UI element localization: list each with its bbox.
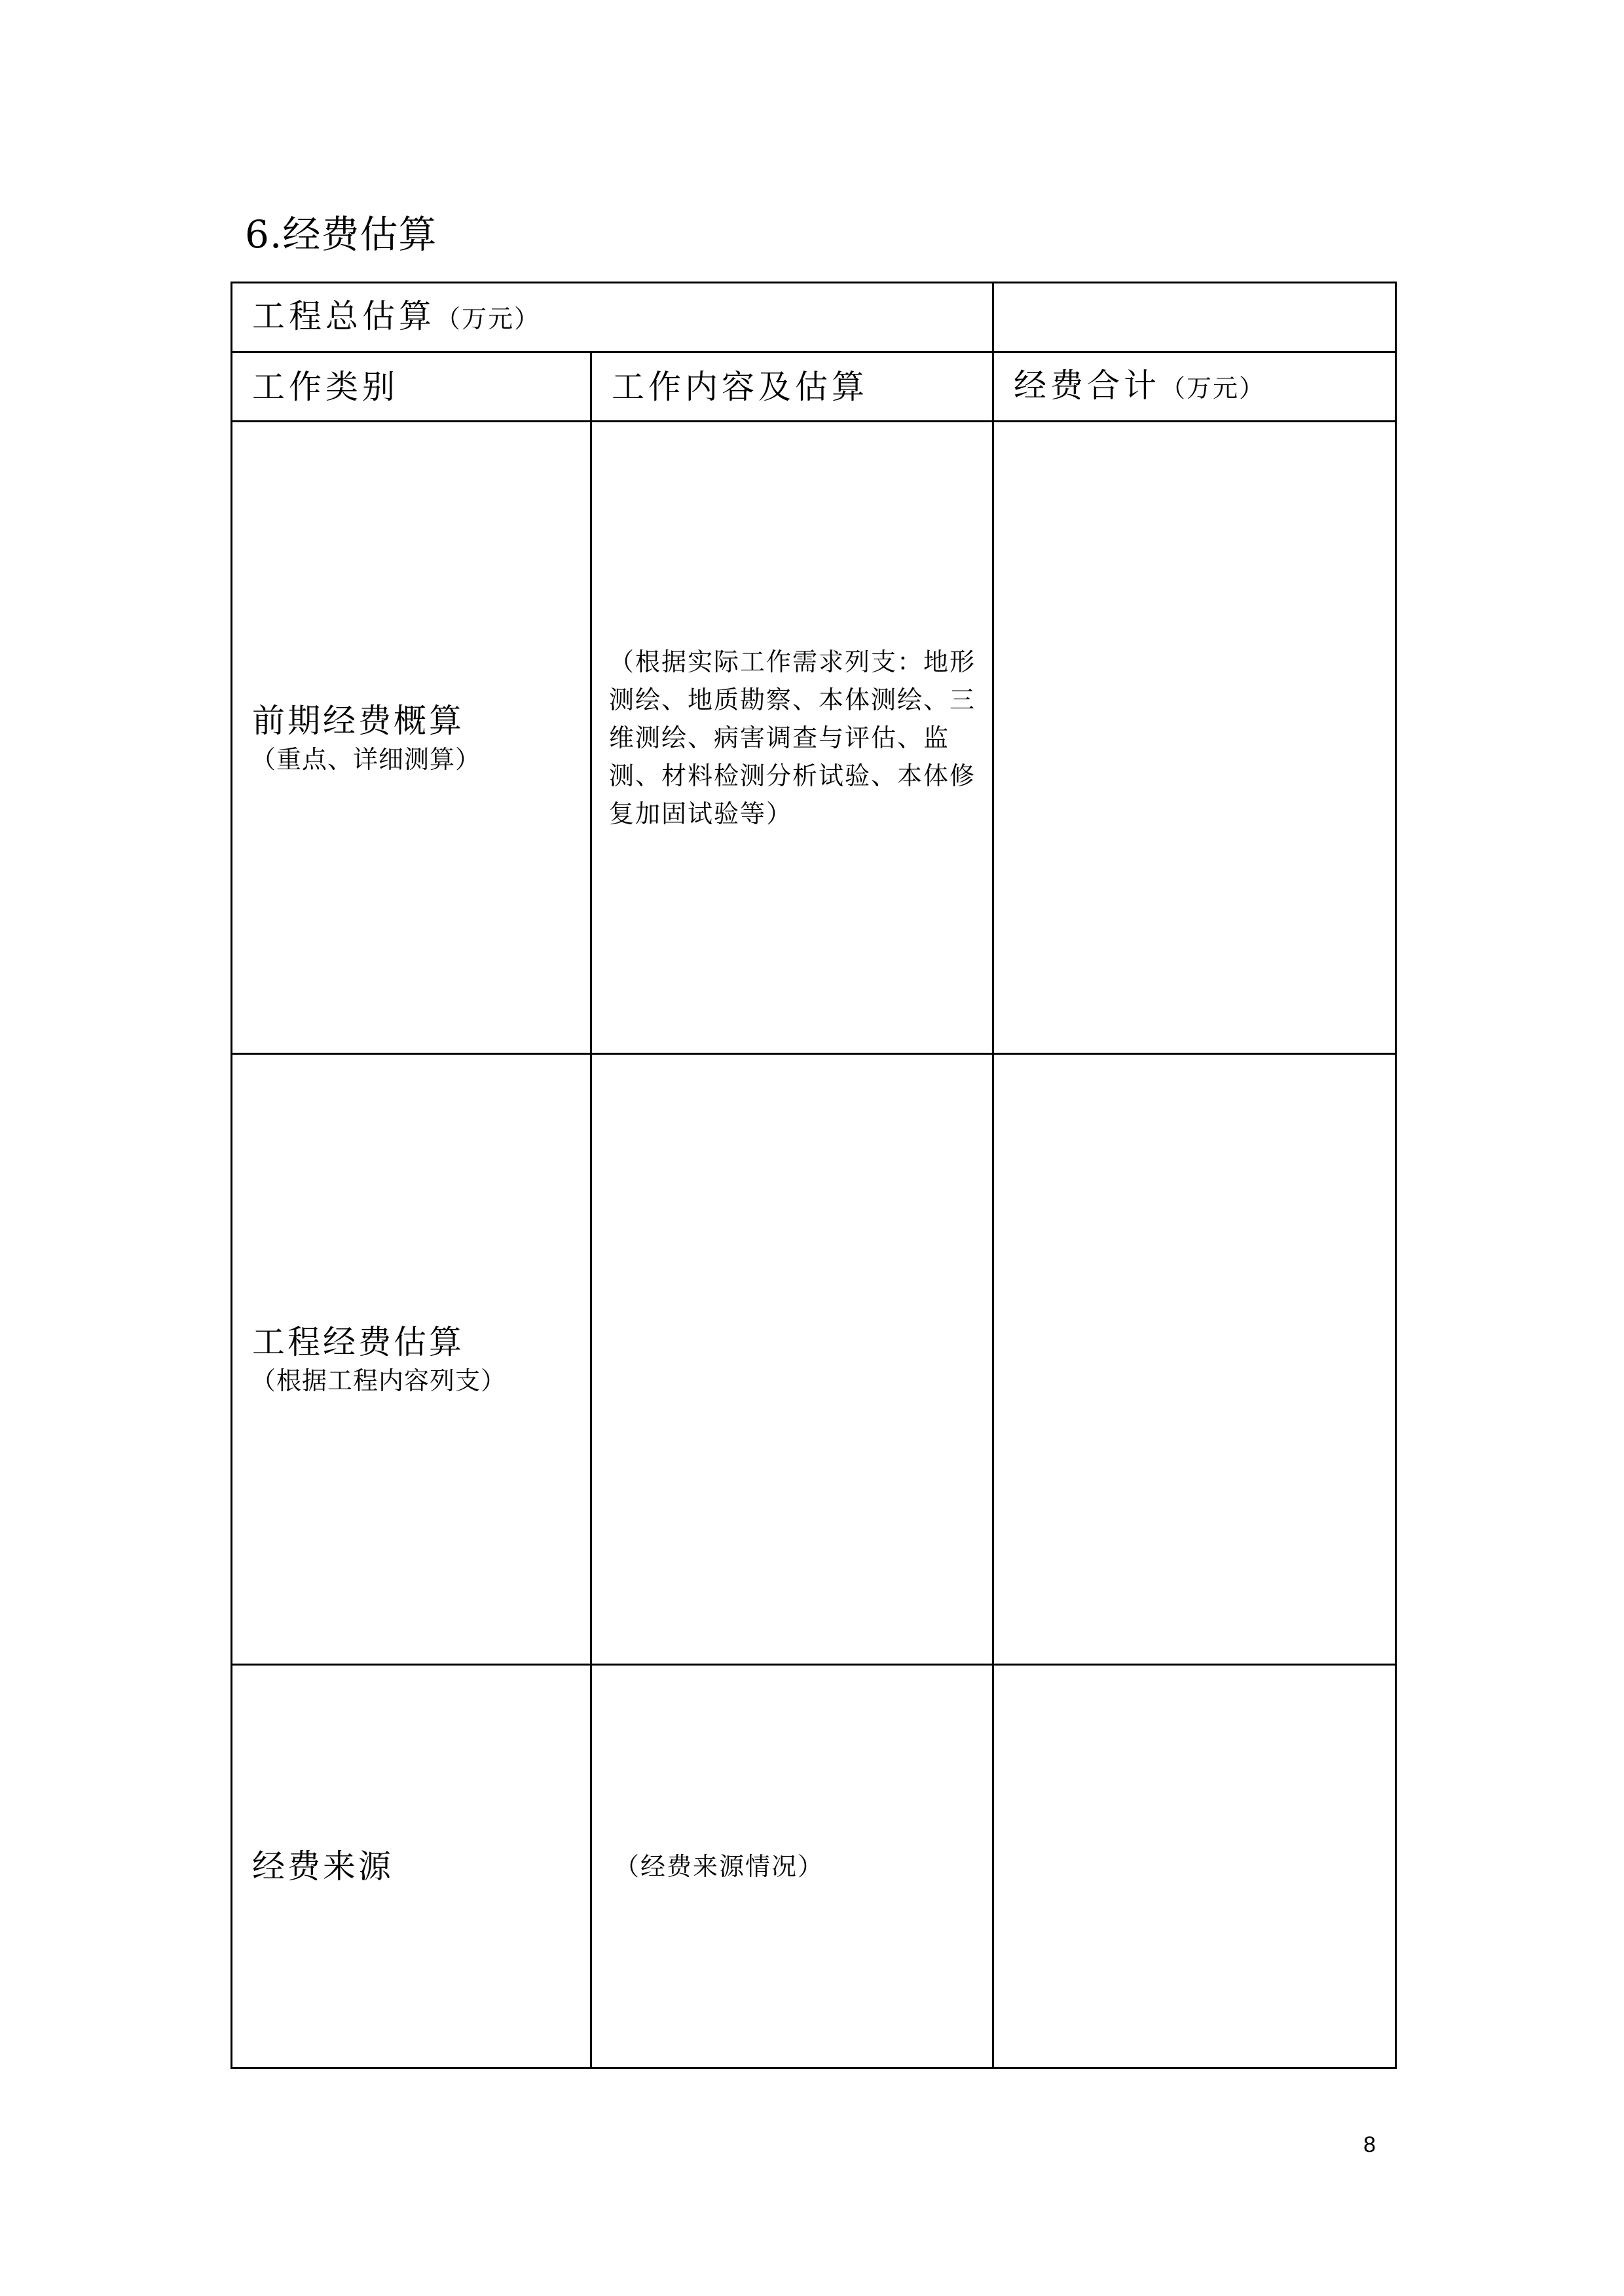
- total-estimate-label: 工程总估算: [252, 297, 435, 335]
- header-content-cell: [591, 352, 993, 422]
- total-estimate-unit: （万元）: [435, 304, 541, 333]
- content-note: （经费来源情况）: [614, 1851, 824, 1881]
- content-cell[interactable]: [591, 1054, 993, 1665]
- header-amount-label: 经费合计: [1014, 366, 1161, 405]
- budget-estimate-table: [231, 282, 1397, 2069]
- table-row: [232, 422, 1396, 1054]
- category-cell: [232, 422, 591, 1054]
- header-amount-unit: （万元）: [1160, 373, 1266, 403]
- total-estimate-label-cell: [232, 283, 993, 352]
- header-amount-cell: [993, 352, 1396, 422]
- amount-cell[interactable]: [993, 1054, 1396, 1665]
- category-label: 工程经费估算: [252, 1323, 464, 1361]
- total-estimate-value-cell[interactable]: [993, 283, 1396, 352]
- amount-cell[interactable]: [993, 1665, 1396, 2068]
- category-cell: [232, 1665, 591, 2068]
- page-number: 8: [1363, 2132, 1376, 2157]
- category-note: （重点、详细测算）: [251, 744, 481, 774]
- header-content: 工作内容及估算: [612, 367, 868, 406]
- content-note: （根据实际工作需求列支：地形测绘、地质勘察、本体测绘、三维测绘、病害调查与评估、监测、材料检测分析试验、本体修复加固试验等）: [609, 647, 976, 828]
- category-label: 前期经费概算: [252, 701, 464, 740]
- category-cell: [232, 1054, 591, 1665]
- category-note: （根据工程内容列支）: [251, 1366, 507, 1395]
- section-title: 6.经费估算: [245, 212, 437, 257]
- header-category: 工作类别: [252, 367, 399, 406]
- table-row: [232, 1665, 1396, 2068]
- content-cell[interactable]: [591, 1665, 993, 2068]
- table-header-row: [232, 352, 1396, 422]
- content-cell[interactable]: [591, 422, 993, 1054]
- header-category-cell: [232, 352, 591, 422]
- amount-cell[interactable]: [993, 422, 1396, 1054]
- table-row: [232, 1054, 1396, 1665]
- total-estimate-row: [232, 283, 1396, 352]
- total-estimate-value: [994, 299, 1014, 337]
- category-label: 经费来源: [252, 1847, 394, 1886]
